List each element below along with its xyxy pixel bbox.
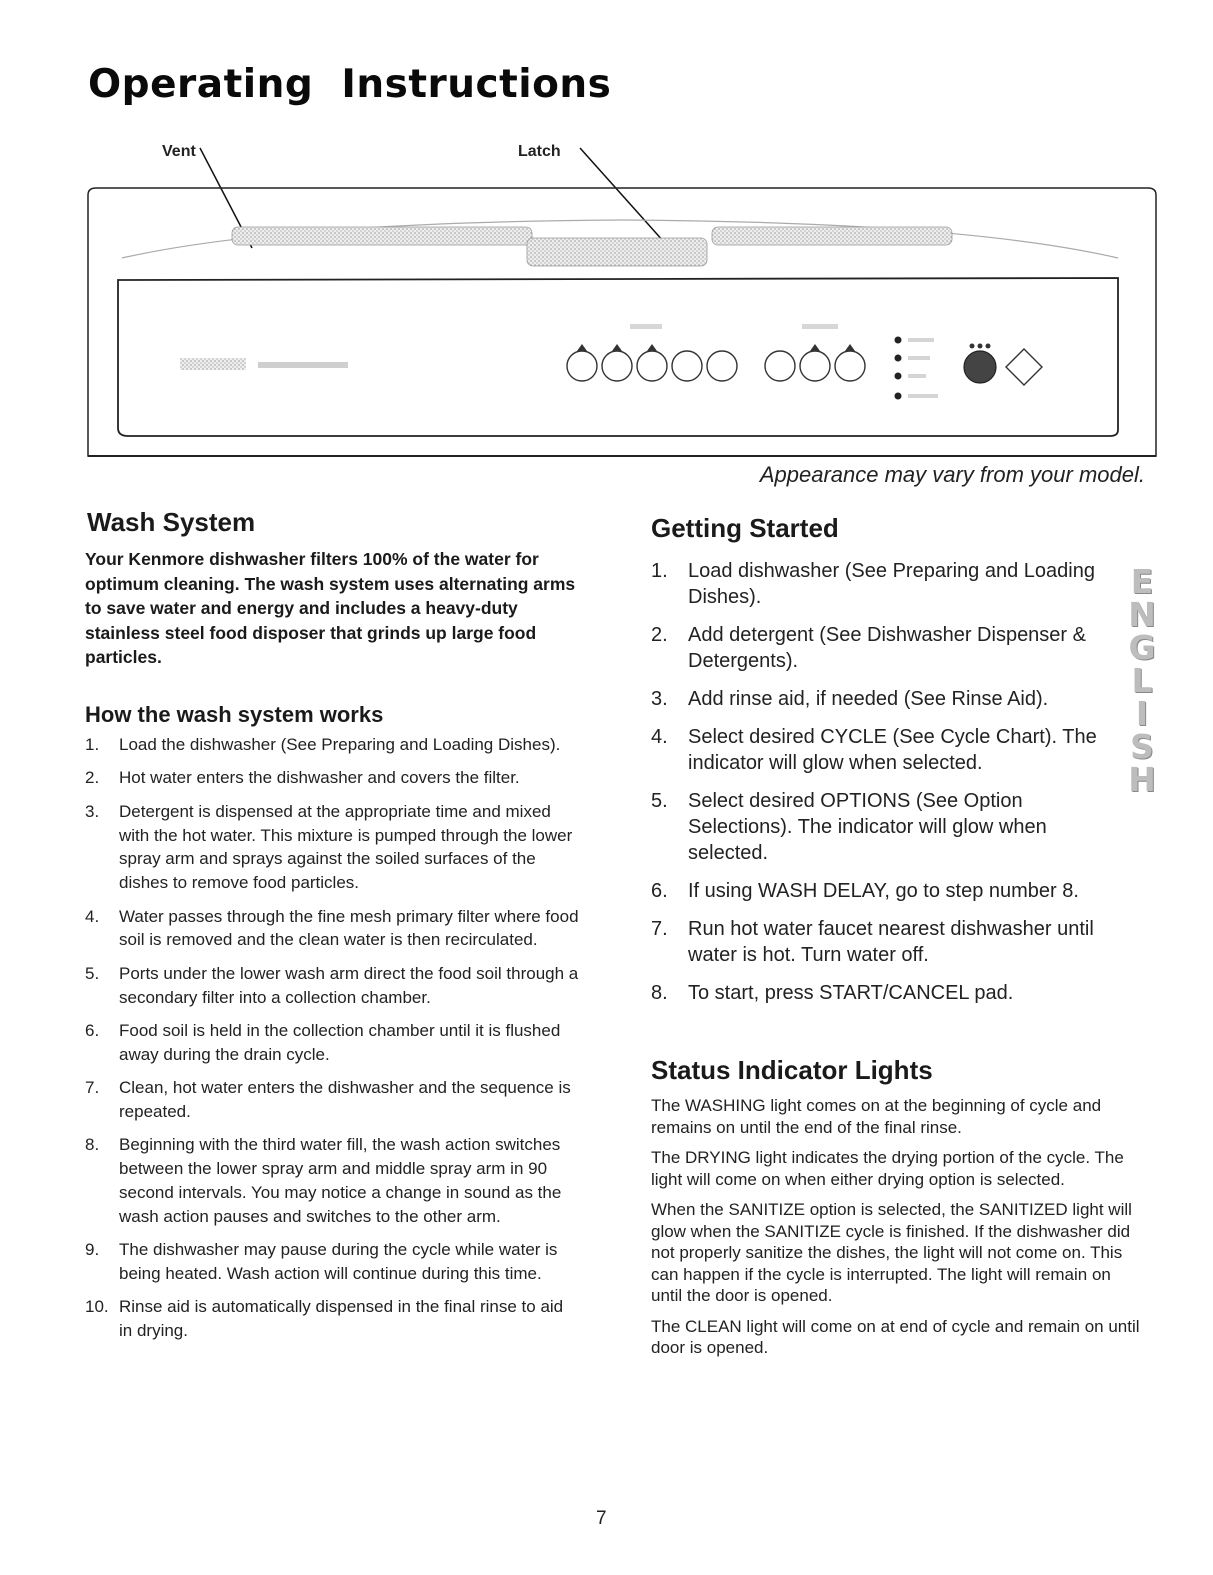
delay-hours-button[interactable] <box>964 351 996 383</box>
list-item: 2. Hot water enters the dishwasher and covers the filter. <box>85 768 520 788</box>
status-paragraph-drying: The DRYING light indicates the drying portion of the cycle. The light will come on when either drying option is selected. <box>651 1148 1124 1189</box>
list-item: 7. Clean, hot water enters the dishwasher and the sequence is repeated. <box>85 1078 571 1121</box>
wash-steps-list <box>85 733 580 1352</box>
option-button[interactable] <box>835 351 865 381</box>
option-button[interactable] <box>765 351 795 381</box>
list-item: 3. Detergent is dispensed at the appropriate time and mixed with the hot water. This mixture is pumped through the lower spray arm and sprays against the soiled surfaces of the dishes to remove food particles. <box>85 801 573 893</box>
control-panel-illustration <box>82 140 1162 460</box>
list-item: 5. Select desired OPTIONS (See Option Selections). The indicator will glow when selected. <box>651 790 1047 864</box>
status-light-washing <box>895 337 902 344</box>
vent-label: Vent <box>162 143 196 160</box>
status-paragraph-clean: The CLEAN light will come on at end of cycle and remain on until door is opened. <box>651 1316 1140 1357</box>
language-side-tab <box>1124 562 1160 799</box>
status-light-sanitized <box>895 393 902 400</box>
getting-started-list <box>651 558 1113 1018</box>
wash-system-heading: Wash System <box>87 507 256 537</box>
list-item: 8. Beginning with the third water fill, the wash action switches between the lower spray arm and middle spray arm in 90 second intervals. You may notice a change in sound as the wash action pauses and switches to the other arm. <box>85 1135 562 1226</box>
start-cancel-button[interactable] <box>1006 349 1042 385</box>
list-item: 6. Food soil is held in the collection chamber until it is flushed away during the drain cycle. <box>85 1020 561 1064</box>
status-paragraph-sanitized: When the SANITIZE option is selected, the SANITIZED light will glow when the SANITIZE cycle is finished. If the dishwasher did not properly sanitize the dishes, the light will not come on. This can happen if the cycle is interrupted. The light will remain on until the door is opened. <box>651 1200 1132 1305</box>
cycle-button[interactable] <box>567 351 597 381</box>
status-lights-text <box>651 1095 1146 1368</box>
status-light-clean <box>895 373 902 380</box>
list-item: 10. Rinse aid is automatically dispensed in the final rinse to aid in drying. <box>85 1297 564 1341</box>
wash-system-intro: Your Kenmore dishwasher filters 100% of the water for optimum cleaning. The wash system uses alternating arms to save water and energy and includes a heavy-duty stainless steel food disposer that grinds up large food particles. <box>85 549 576 667</box>
list-item: 7. Run hot water faucet nearest dishwasher until water is hot. Turn water off. <box>651 918 1094 966</box>
side-tab-letter: G <box>1128 628 1156 667</box>
option-button[interactable] <box>800 351 830 381</box>
side-tab-letter: I <box>1135 694 1149 733</box>
list-item: 4. Select desired CYCLE (See Cycle Chart). The indicator will glow when selected. <box>651 726 1097 774</box>
page-number: 7 <box>596 1508 607 1529</box>
list-item: 1. Load dishwasher (See Preparing and Loading Dishes). <box>651 560 1095 608</box>
latch <box>527 238 707 266</box>
side-tab-letter: L <box>1131 661 1153 700</box>
list-item: 9. The dishwasher may pause during the cycle while water is being heated. Wash action will continue during this time. <box>85 1240 558 1283</box>
list-item: 3. Add rinse aid, if needed (See Rinse Aid). <box>651 688 1049 710</box>
side-tab-letter: H <box>1128 760 1156 799</box>
list-item: 5. Ports under the lower wash arm direct the food soil through a secondary filter into a collection chamber. <box>85 963 579 1007</box>
status-paragraph-washing: The WASHING light comes on at the beginning of cycle and remains on until the end of the final rinse. <box>651 1096 1102 1137</box>
side-tab-letter: N <box>1128 595 1156 634</box>
cycle-button[interactable] <box>602 351 632 381</box>
status-light-drying <box>895 355 902 362</box>
cycle-button[interactable] <box>637 351 667 381</box>
cycle-button[interactable] <box>707 351 737 381</box>
cycle-button[interactable] <box>672 351 702 381</box>
side-tab-letter: S <box>1130 727 1154 766</box>
brand-logo <box>180 358 246 370</box>
page-title: Operating Instructions <box>88 62 612 107</box>
getting-started-heading: Getting Started <box>651 513 839 543</box>
how-it-works-heading: How the wash system works <box>85 702 384 727</box>
side-tab-letter: E <box>1130 562 1154 601</box>
latch-leader-line <box>580 148 664 242</box>
list-item: 2. Add detergent (See Dishwasher Dispenser & Detergents). <box>651 624 1086 672</box>
figure-caption: Appearance may vary from your model. <box>759 462 1145 487</box>
status-lights-heading: Status Indicator Lights <box>651 1055 933 1085</box>
list-item: 8. To start, press START/CANCEL pad. <box>651 982 1014 1004</box>
list-item: 6. If using WASH DELAY, go to step number 8. <box>651 880 1079 902</box>
list-item: 1. Load the dishwasher (See Preparing and Loading Dishes). <box>85 735 561 754</box>
list-item: 4. Water passes through the fine mesh primary filter where food soil is removed and the clean water is then recirculated. <box>85 906 579 950</box>
latch-label: Latch <box>518 143 561 160</box>
vent <box>232 227 532 245</box>
